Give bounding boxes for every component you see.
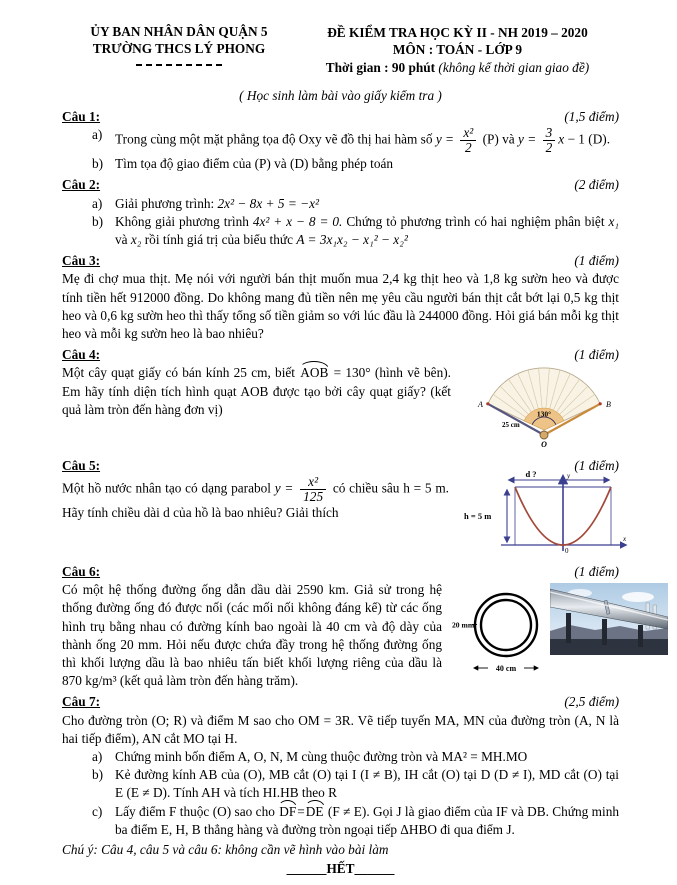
school-name: TRƯỜNG THCS LÝ PHONG bbox=[92, 40, 266, 56]
parabola-figure bbox=[463, 467, 633, 560]
header bbox=[62, 24, 619, 76]
q1-label: Câu 1: bbox=[62, 109, 101, 125]
exam-duration: Thời gian : 90 phút bbox=[325, 59, 436, 75]
q4-text bbox=[62, 364, 451, 419]
q1-fraction-2 bbox=[543, 126, 556, 155]
q5-text bbox=[62, 475, 449, 522]
q7-item-b bbox=[92, 766, 619, 802]
fan-radius-label: 25 cm bbox=[502, 421, 520, 430]
pipeline-photo-image bbox=[550, 583, 668, 655]
q7-c-text bbox=[115, 803, 619, 839]
q1-a-body: Trong cùng một mặt phẳng tọa độ Oxy vẽ đồ thị hai hàm số bbox=[115, 131, 433, 147]
parabola-d-label: d ? bbox=[525, 468, 537, 479]
pipe-figures bbox=[452, 583, 668, 680]
pipe-cross-section-figure bbox=[452, 583, 544, 680]
q5-fraction bbox=[300, 475, 326, 504]
q7-c-t1: Lấy điểm F thuộc (O) sao cho bbox=[115, 803, 275, 819]
question-3 bbox=[62, 252, 619, 343]
q5-t3: = 5 m. Hãy tính chiều dài d của hồ là bao nhiêu? Giải thích bbox=[62, 480, 449, 520]
question-5 bbox=[62, 457, 627, 560]
q5-f-lhs: y = bbox=[274, 480, 294, 496]
question-7 bbox=[62, 693, 619, 839]
exam-duration-line bbox=[296, 59, 619, 76]
school-authority: ỦY BAN NHÂN DÂN QUẬN 5 bbox=[90, 24, 268, 39]
pipe-diameter-label: 40 cm bbox=[495, 664, 517, 674]
q2-b-t4: rồi tính giá trị của biểu thức bbox=[144, 231, 294, 247]
q7-b-text: Kẻ đường kính AB của (O), MB cắt (O) tại I (I ≠ B), IH cắt (O) tại D (D ≠ I), MD cắt (O) tại E (E ≠ D). Tính AH và tích HI.HB theo R bbox=[115, 767, 619, 801]
q2-label: Câu 2: bbox=[62, 177, 101, 193]
q1-f2-den: 2 bbox=[545, 140, 553, 156]
header-exam-block bbox=[296, 24, 619, 76]
q2-item-b bbox=[92, 213, 619, 249]
q7-a-marker: a) bbox=[92, 749, 103, 765]
q4-label: Câu 4: bbox=[62, 347, 101, 363]
q1-f1-den: 2 bbox=[464, 140, 472, 156]
q5-points: (1 điểm) bbox=[574, 457, 619, 473]
q2-points: (2 điểm) bbox=[574, 177, 619, 193]
q7-intro: Cho đường tròn (O; R) và điểm M sao cho OM = 3R. Vẽ tiếp tuyến MA, MN của đường tròn (A, N là hai tiếp điểm), AN cắt MO tại H. bbox=[62, 712, 619, 746]
parabola-diagram-image bbox=[463, 467, 633, 555]
q2-b-var-x2: x₂ bbox=[130, 231, 142, 247]
header-divider-dashes bbox=[136, 64, 222, 66]
q4-angle-value: = 130° bbox=[333, 365, 371, 381]
fan-angle-label: 130° bbox=[536, 409, 552, 419]
q4-t1: Một cây quạt giấy có bán kính 25 cm, biết bbox=[62, 365, 295, 381]
q1-item-a bbox=[92, 126, 619, 155]
q4-t2: (hình vẽ bên). Em hãy tính diện tích hình quạt AOB được tạo bởi cây quạt giấy? (kết quả làm tròn đến hàng đơn vị) bbox=[62, 365, 451, 417]
q1-fraction-1 bbox=[460, 126, 476, 155]
parabola-x-axis-label: x bbox=[623, 534, 627, 543]
exam-subject: MÔN : TOÁN - LỚP 9 bbox=[392, 42, 523, 58]
q6-points: (1 điểm) bbox=[574, 564, 619, 579]
parabola-h-label: h = 5 m bbox=[464, 510, 492, 521]
q7-b-marker: b) bbox=[92, 767, 104, 783]
q7-a-text: Chứng minh bốn điểm A, O, N, M cùng thuộc đường tròn và MA² = MH.MO bbox=[115, 749, 528, 765]
question-2 bbox=[62, 176, 619, 249]
q2-item-a bbox=[92, 195, 619, 213]
q1-f1-num: x² bbox=[460, 126, 476, 141]
pipe-thickness-label: 20 mm bbox=[452, 620, 475, 630]
q2-a-text bbox=[115, 195, 619, 213]
q6-label: Câu 6: bbox=[62, 564, 101, 579]
q7-item-a bbox=[92, 748, 619, 766]
fan-rivet bbox=[540, 431, 548, 439]
q4-points: (1 điểm) bbox=[574, 347, 619, 363]
q2-b-t1: Không giải phương trình bbox=[115, 213, 249, 229]
q1-item-b bbox=[92, 155, 619, 173]
q2-b-t2: Chứng tỏ phương trình có hai nghiệm phân biệt bbox=[346, 213, 605, 229]
q4-angle-name: AOB bbox=[299, 364, 329, 382]
q2-b-equation-2: A = 3x₁x₂ − x₁² − x₂² bbox=[296, 231, 408, 247]
q3-text: Mẹ đi chợ mua thịt. Mẹ nói với người bán thịt muốn mua 2,4 kg thịt heo và 1,8 kg sườn heo và được tính tiền hết 912000 đồng. Do không mang đủ tiền nên mẹ yêu cầu người bán thịt cắt bớt lại 0,5 kg thịt heo và 0,6 kg sườn heo thì thấy tổng số tiền giảm so với lúc đầu là 244000 đồng. Hỏi giá bán mỗi kg thịt heo và mỗi kg sườn heo là bao nhiêu? bbox=[62, 271, 619, 341]
q5-f-den: 125 bbox=[303, 488, 324, 504]
q7-arc-de: DE bbox=[305, 803, 325, 821]
q1-b-marker: b) bbox=[92, 156, 104, 172]
q7-item-c bbox=[92, 803, 619, 839]
end-of-exam-marker: ______HẾT______ bbox=[286, 861, 395, 877]
question-6 bbox=[62, 563, 619, 690]
q2-b-var-x1: x₁ bbox=[608, 213, 619, 229]
q7-c-t2: (F ≠ E). Gọi J là giao điểm của IF và DB. Chứng minh ba điểm E, H, B thẳng hàng và đường tròn ngoại tiếp ΔHBO đi qua điểm J. bbox=[115, 803, 620, 837]
instruction-line: ( Học sinh làm bài vào giấy kiểm tra ) bbox=[239, 87, 442, 103]
q1-f2-x: x bbox=[558, 131, 565, 147]
q5-t2: có chiều sâu h bbox=[332, 480, 410, 496]
pipeline-photo-figure bbox=[550, 583, 668, 660]
q2-b-t3: và bbox=[115, 231, 128, 247]
q7-c-marker: c) bbox=[92, 803, 103, 819]
q1-points: (1,5 điểm) bbox=[564, 109, 619, 125]
q5-label: Câu 5: bbox=[62, 457, 101, 473]
q1-b-text: Tìm tọa độ giao điểm của (P) và (D) bằng phép toán bbox=[115, 156, 394, 172]
q7-arc-df: DF bbox=[278, 803, 297, 821]
pipe-cross-section-image bbox=[452, 583, 544, 675]
parabola-y-axis-label: y bbox=[567, 471, 571, 480]
q3-points: (1 điểm) bbox=[574, 253, 619, 269]
fan-label-a: A bbox=[478, 400, 483, 410]
q1-a-marker: a) bbox=[92, 127, 103, 143]
q7-c-equals: = bbox=[297, 803, 305, 819]
q7-points: (2,5 điểm) bbox=[564, 694, 619, 710]
q7-label: Câu 7: bbox=[62, 694, 101, 710]
q5-f-num: x² bbox=[300, 475, 326, 490]
q2-b-equation-1: 4x² + x − 8 = 0. bbox=[252, 213, 343, 229]
exam-duration-note: (không kể thời gian giao đề) bbox=[438, 59, 590, 75]
q6-text: Có một hệ thống đường ống dẫn dầu dài 2590 km. Giả sử trong hệ thống đường ống đó được nối (các mối nối không đáng kể) từ các ống hình trụ bằng nhau có đường kính bao ngoài là 40 cm và độ dày của thành ống 20 mm. Hỏi nếu được chứa đầy trong hệ thống đường ống thì khối lượng dầu là bao nhiêu tấn biết khối lượng riêng của dầu là 870 kg/m³ (kết quả làm tròn đến hàng trăm). bbox=[62, 582, 442, 689]
q5-t1: Một hồ nước nhân tạo có dạng parabol bbox=[62, 480, 271, 496]
q1-f1-post: (P) và bbox=[482, 131, 515, 147]
q1-f1-lhs: y = bbox=[435, 131, 455, 147]
q2-b-marker: b) bbox=[92, 213, 104, 229]
exam-title: ĐỀ KIỂM TRA HỌC KỲ II - NH 2019 – 2020 bbox=[327, 25, 588, 40]
fan-label-o: O bbox=[541, 440, 547, 449]
header-school-block bbox=[62, 24, 296, 76]
q1-f2-lhs: y = bbox=[518, 131, 537, 147]
parabola-origin-label: 0 bbox=[565, 546, 569, 555]
q2-b-text bbox=[115, 213, 619, 249]
q1-a-text bbox=[115, 126, 619, 155]
fan-figure bbox=[469, 350, 619, 453]
question-4 bbox=[62, 346, 619, 453]
footer-note: Chú ý: Câu 4, câu 5 và câu 6: không cần vẽ hình vào bài làm bbox=[62, 842, 389, 858]
q3-label: Câu 3: bbox=[62, 253, 101, 269]
question-1 bbox=[62, 108, 619, 173]
fan-label-b: B bbox=[606, 400, 611, 410]
q2-a-equation: 2x² − 8x + 5 = −x² bbox=[217, 195, 319, 211]
q2-a-body: Giải phương trình: bbox=[115, 195, 215, 211]
paper-fan-image bbox=[469, 350, 619, 448]
q1-f2-post: − 1 (D). bbox=[567, 131, 611, 147]
q2-a-marker: a) bbox=[92, 195, 103, 211]
q1-f2-num: 3 bbox=[543, 126, 556, 141]
